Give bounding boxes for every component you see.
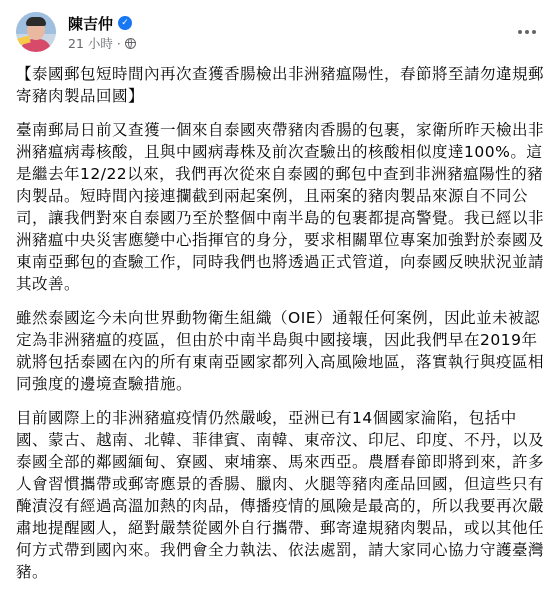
- post-header: [16, 12, 543, 56]
- post-meta: [68, 34, 136, 52]
- verified-badge-icon: ✓: [118, 16, 132, 30]
- more-dot: [518, 30, 522, 34]
- avatar-hair: [26, 17, 46, 26]
- author-name[interactable]: 陳吉仲: [68, 14, 114, 33]
- meta-separator: ·: [116, 35, 121, 51]
- post-body: [16, 63, 548, 595]
- post-headline: 【泰國郵包短時間內再次查獲香腸檢出非洲豬瘟陽性，春節將至請勿違規郵寄豬肉製品回國】: [16, 65, 545, 105]
- avatar[interactable]: [16, 12, 56, 52]
- more-dot: [525, 30, 529, 34]
- post-paragraph: 雖然泰國迄今未向世界動物衛生組織（OIE）通報任何案例，因此並未被認定為非洲豬瘟的疫區，但由於中南半島與中國接壤，因此我們早在2019年就將包括泰國在內的所有東南亞國家都列入高風險地區，落實執行與疫區相同強度的邊境查驗措施。: [16, 309, 545, 393]
- post-timestamp[interactable]: 21 小時: [68, 36, 113, 51]
- more-dot: [532, 30, 536, 34]
- post-paragraph: 臺南郵局日前又查獲一個來自泰國夾帶豬肉香腸的包裹，家衛所昨天檢出非洲豬瘟病毒核酸，且與中國病毒株及前次查驗出的核酸相似度達100%。這是繼去年12/22以來，我們再次從來自泰國的郵包中查到非洲豬瘟陽性的豬肉製品。短時間內接連攔截到兩起案例，且兩案的豬肉製品來源自不同公司，讓我們對來自泰國乃至於整個中南半島的包裹都提高警覺。我已經以非洲豬瘟中央災害應變中心指揮官的身分，要求相關單位專案加強對於泰國及東南亞郵包的查驗工作，同時我們也將透過正式管道，向泰國反映狀況並請其改善。: [16, 121, 545, 293]
- author-row: [68, 13, 132, 33]
- post-paragraph: 目前國際上的非洲豬瘟疫情仍然嚴峻，亞洲已有14個國家淪陷，包括中國、蒙古、越南、北韓、菲律賓、南韓、東帝汶、印尼、印度、不丹，以及泰國全部的鄰國緬甸、寮國、柬埔寨、馬來西亞。農曆春節即將到來，許多人會習慣攜帶或郵寄應景的香腸、臘肉、火腿等豬肉產品回國，但這些只有醃漬沒有經過高溫加熱的肉品，傳播疫情的風險是最高的，所以我要再次嚴肅地提醒國人，絕對嚴禁從國外自行攜帶、郵寄違規豬肉製品，或以其他任何方式帶到國內來。我們會全力執法、依法處罰，請大家同心協力守護臺灣豬。: [16, 409, 545, 581]
- more-options-icon[interactable]: [511, 16, 543, 48]
- globe-icon[interactable]: [125, 38, 136, 49]
